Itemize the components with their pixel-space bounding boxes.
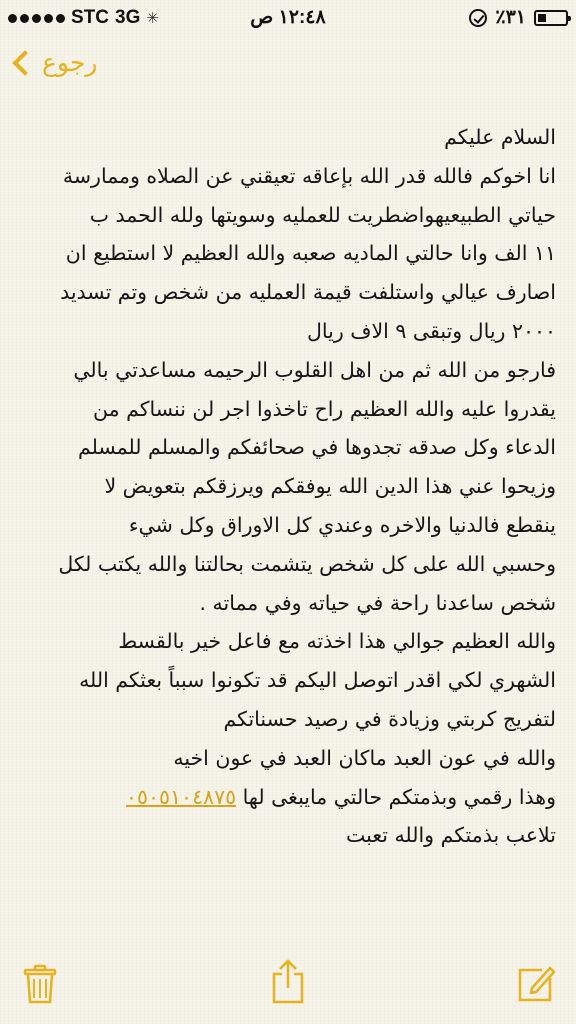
- note-line: ١١ الف وانا حالتي الماديه صعبه والله العظيم لا استطيع ان: [65, 241, 556, 266]
- note-line: لتفريج كربتي وزيادة في رصيد حسناتكم: [223, 706, 556, 731]
- carrier-name: STC: [71, 7, 109, 28]
- trash-button[interactable]: [22, 964, 58, 1008]
- note-line: فارجو من الله ثم من اهل القلوب الرحيمه مساعدتي بالي: [73, 357, 556, 382]
- bottom-toolbar: [0, 938, 576, 1024]
- rotation-lock-icon: [469, 9, 487, 27]
- note-line: السلام عليكم: [444, 125, 556, 149]
- compose-icon: [516, 964, 556, 1004]
- status-time: ١٢:٤٨ ص: [250, 7, 326, 28]
- note-line: انا اخوكم فالله قدر الله بإعاقه تعيقني عن الصلاه وممارسة: [62, 163, 556, 188]
- battery-percent: ٪٣١: [495, 7, 526, 28]
- note-text[interactable]: [24, 118, 556, 855]
- status-bar: [0, 0, 576, 36]
- compose-button[interactable]: [516, 964, 556, 1008]
- status-right: [469, 6, 568, 29]
- note-line: ٢٠٠٠ ريال وتبقى ٩ الاف ريال: [306, 318, 556, 343]
- navigation-bar: [0, 36, 576, 102]
- note-line: الدعاء وكل صدقه تجدوها في صحائفكم والمسلم للمسلم: [77, 435, 556, 460]
- network-type: 3G: [115, 7, 141, 28]
- note-line: والله العظيم جوالي هذا اخذته مع فاعل خير بالقسط: [118, 629, 556, 654]
- note-line: تلاعب بذمتكم والله تعبت: [346, 823, 556, 848]
- note-line-with-phone: [24, 778, 556, 817]
- share-button[interactable]: [270, 958, 306, 1008]
- note-line: ينقطع فالدنيا والاخره وعندي كل الاوراق وكل شيء: [128, 512, 556, 537]
- note-line: اصارف عيالي واستلفت قيمة العمليه من شخص وتم تسديد: [60, 280, 556, 305]
- note-line: الشهري لكي اقدر اتوصل اليكم قد تكونوا سبباً بعثكم الله: [79, 668, 556, 693]
- note-line: شخص ساعدنا راحة في حياته وفي مماته .: [199, 590, 556, 615]
- chevron-left-icon: [12, 50, 37, 75]
- trash-icon: [22, 964, 58, 1004]
- back-button[interactable]: [16, 48, 97, 77]
- phone-line-text: وهذا رقمي وبذمتكم حالتي مايبغى لها: [242, 784, 556, 809]
- phone-number-link[interactable]: ٠٥٠٥١٠٤٨٧٥: [126, 784, 237, 809]
- share-icon: [270, 958, 306, 1004]
- note-line: يقدروا عليه والله العظيم راح تاخذوا اجر لن ننساكم من: [92, 396, 556, 421]
- note-line: وحسبي الله على كل شخص يتشمت بحالتنا والله يكتب لكل: [58, 551, 556, 576]
- activity-spinner-icon: ✳: [146, 10, 159, 27]
- note-line: حياتي الطبيعيهواضطريت للعمليه وسويتها ولله الحمد ب: [89, 202, 556, 227]
- battery-icon: [534, 10, 568, 26]
- back-button-label: رجوع: [42, 48, 98, 77]
- note-line: وزيحوا عني هذا الدين الله يوفقكم ويرزقكم بتعويض لا: [104, 474, 556, 499]
- note-line: والله في عون العبد ماكان العبد في عون اخيه: [173, 745, 556, 770]
